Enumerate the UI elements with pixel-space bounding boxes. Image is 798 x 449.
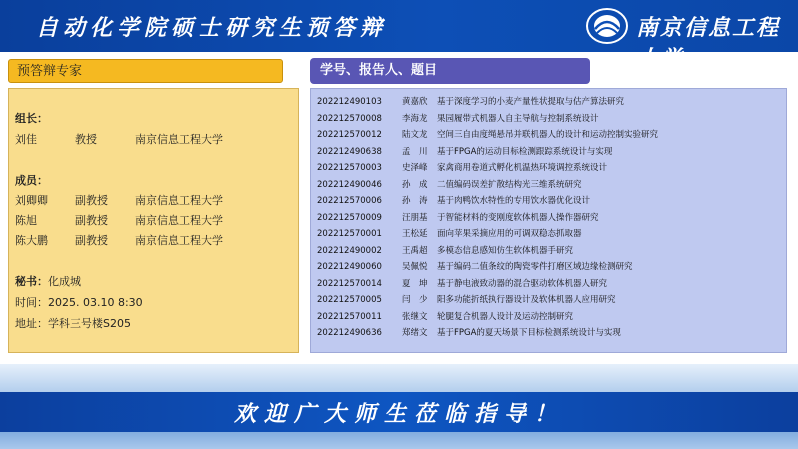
secretary-name: 化成城 [48, 275, 81, 288]
student-id: 202212570014 [317, 278, 382, 289]
secretary-row [15, 274, 81, 290]
time-label: 时间： [15, 296, 48, 309]
time-row [15, 295, 143, 311]
thesis-title: 果园履带式机器人自主导航与控制系统设计 [437, 113, 599, 124]
thesis-title: 家禽商用卷道式孵化机温热环境调控系统设计 [437, 163, 608, 173]
student-name: 孙 涛 [402, 196, 428, 206]
student-id: 202212490046 [317, 179, 382, 190]
member-name: 陈旭 [15, 214, 37, 227]
welcome-message: 欢迎广大师生莅临指导！ [233, 401, 564, 427]
student-id: 202212570009 [317, 212, 382, 223]
thesis-title: 轮腿复合机器人设计及运动控制研究 [437, 311, 574, 322]
student-id: 202212490002 [317, 245, 382, 256]
member-row [15, 213, 295, 229]
thesis-title: 基于FPGA的夏天场景下目标检测系统设计与实现 [437, 328, 621, 338]
time-value: 2025. 03.10 8:30 [48, 296, 143, 309]
members-label: 成员： [15, 174, 48, 187]
presentations-panel [310, 88, 787, 353]
member-org: 南京信息工程大学 [135, 234, 223, 247]
university-logo-icon [585, 7, 629, 45]
student-name: 闫 少 [402, 295, 428, 305]
thesis-title: 面向苹果采摘应用的可调双稳态抓取器 [437, 229, 582, 239]
student-name: 王松延 [402, 229, 428, 239]
member-name: 陈大鹏 [15, 234, 48, 247]
thesis-title: 于智能材料的变刚度软体机器人操作器研究 [437, 212, 599, 223]
thesis-title: 基于编码二值条纹的陶瓷零件打磨区域边缘检测研究 [437, 262, 633, 272]
location-value: 学科三号楼S205 [48, 317, 131, 330]
student-name: 王禹超 [402, 245, 428, 256]
student-id: 202212570005 [317, 295, 382, 305]
experts-heading: 预答辩专家 [8, 59, 283, 83]
student-name: 吴佩悦 [402, 262, 428, 272]
student-name: 陆文龙 [402, 130, 428, 140]
student-id: 202212570012 [317, 130, 382, 140]
thesis-title: 多模态信息感知仿生软体机器手研究 [437, 245, 574, 256]
student-id: 202212570011 [317, 311, 382, 322]
member-title: 副教授 [75, 214, 108, 227]
member-row [15, 193, 295, 209]
student-id: 202212490060 [317, 262, 382, 272]
student-name: 夏 坤 [402, 278, 428, 289]
student-id: 202212570006 [317, 196, 382, 206]
thesis-title: 基于静电液致动器的混合驱动软体机器人研究 [437, 278, 608, 289]
leader-label: 组长： [15, 112, 48, 125]
member-org: 南京信息工程大学 [135, 194, 223, 207]
student-id: 202212570001 [317, 229, 382, 239]
page-title: 自动化学院硕士研究生预答辩 [36, 15, 388, 41]
student-id: 202212490103 [317, 97, 382, 107]
member-title: 副教授 [75, 194, 108, 207]
student-name: 李海龙 [402, 113, 428, 124]
secretary-label: 秘书： [15, 275, 48, 288]
member-title: 副教授 [75, 234, 108, 247]
thesis-title: 二值编码误差扩散结构光三维系统研究 [437, 179, 582, 190]
leader-name: 刘佳 [15, 133, 37, 146]
university-name: 南京信息工程大学 [636, 15, 781, 72]
experts-panel [8, 88, 299, 353]
student-id: 202212490636 [317, 328, 382, 338]
member-name: 刘卿卿 [15, 194, 48, 207]
thesis-title: 空间三自由度绳悬吊并联机器人的设计和运动控制实验研究 [437, 130, 659, 140]
thesis-title: 基于深度学习的小麦产量性状提取与估产算法研究 [437, 97, 625, 107]
thesis-title: 基于肉鸭饮水特性的专用饮水器优化设计 [437, 196, 591, 206]
student-name: 张继文 [402, 311, 428, 322]
thesis-title: 基于FPGA的运动目标检测跟踪系统设计与实现 [437, 146, 613, 157]
student-name: 郑绪文 [402, 328, 428, 338]
thesis-title: 阳多功能折纸执行器设计及软体机器人应用研究 [437, 295, 616, 305]
location-label: 地址： [15, 317, 48, 330]
leader-row [15, 132, 295, 148]
student-name: 孙 成 [402, 179, 428, 190]
leader-title: 教授 [75, 133, 97, 146]
leader-org: 南京信息工程大学 [135, 133, 223, 146]
student-id: 202212570003 [317, 163, 382, 173]
student-id: 202212570008 [317, 113, 382, 124]
student-id: 202212490638 [317, 146, 382, 157]
student-name: 史泽峰 [402, 163, 428, 173]
student-name: 黄嘉欣 [402, 97, 428, 107]
location-row [15, 316, 131, 332]
presentations-heading: 学号、报告人、题目 [310, 58, 590, 84]
student-name: 汪朋基 [402, 212, 428, 223]
member-org: 南京信息工程大学 [135, 214, 223, 227]
member-row [15, 233, 295, 249]
student-name: 孟 川 [402, 146, 428, 157]
